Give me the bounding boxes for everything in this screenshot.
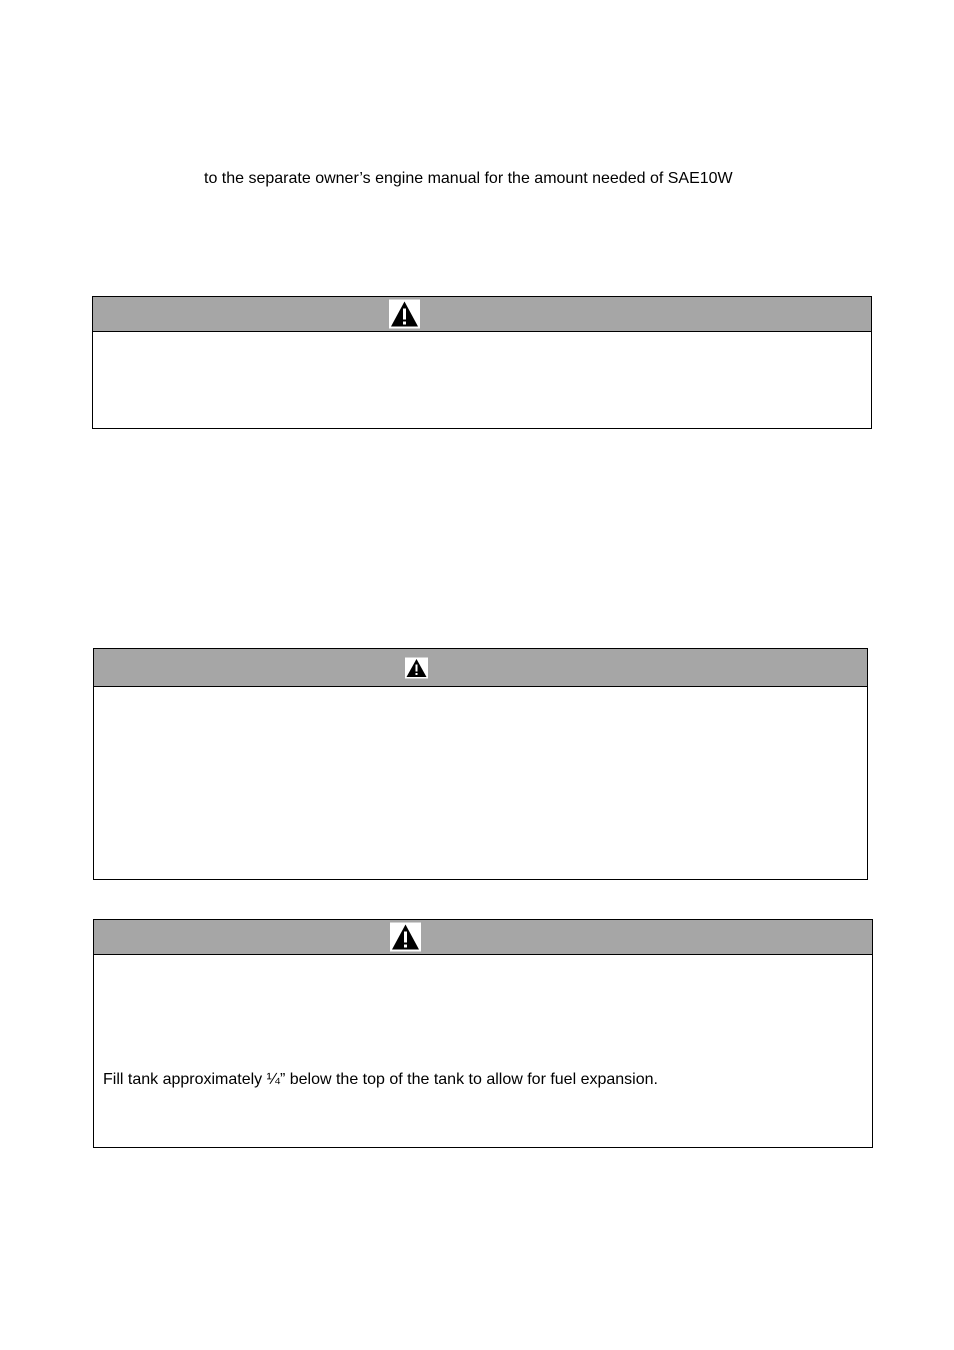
warning-box-3 (93, 919, 873, 1148)
warning-triangle-icon (389, 300, 420, 329)
warning-body-3: Fill tank approximately ¼” below the top of the tank to allow for fuel expansion. (103, 1071, 658, 1088)
warning-header-3 (94, 920, 872, 955)
warning-box-2 (93, 648, 868, 880)
warning-box-1 (92, 296, 872, 429)
warning-header-2 (94, 649, 867, 687)
warning-header-1 (93, 297, 871, 332)
warning-triangle-icon (390, 923, 421, 952)
warning-triangle-icon (405, 657, 428, 678)
intro-text: to the separate owner’s engine manual for the amount needed of SAE10W (204, 170, 733, 187)
